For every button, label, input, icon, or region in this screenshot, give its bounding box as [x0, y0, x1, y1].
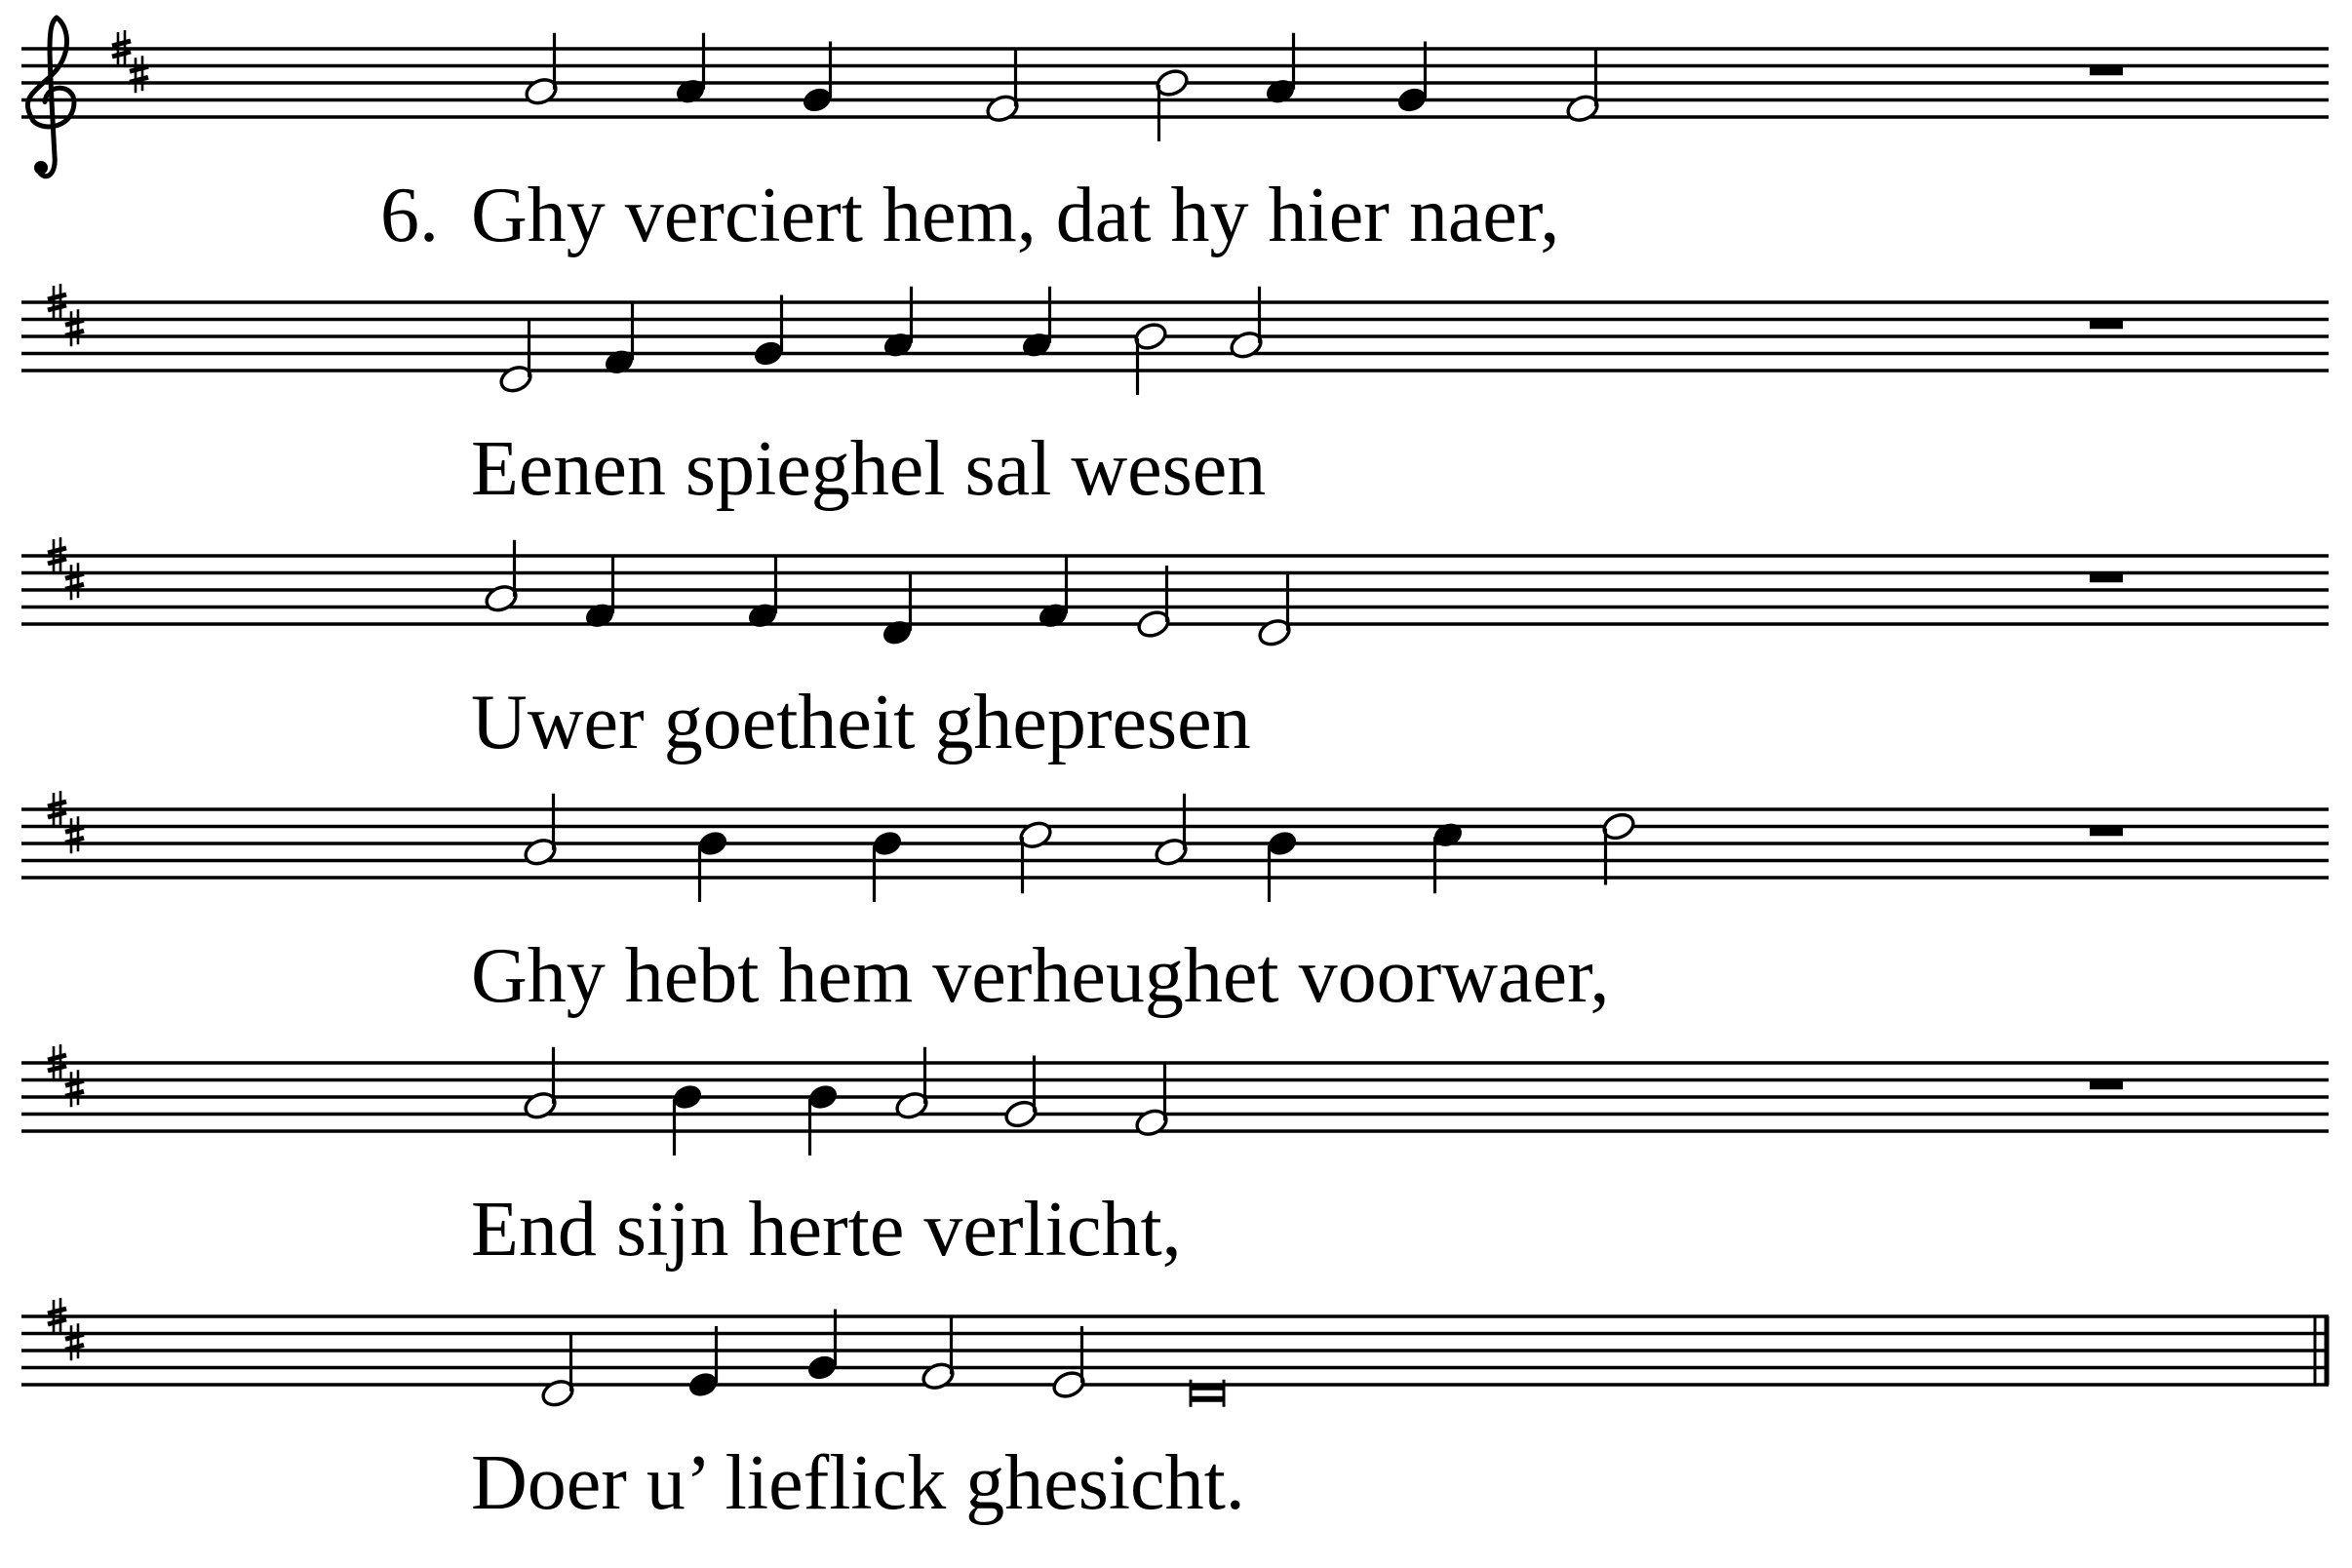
note: [686, 1326, 720, 1399]
rest-icon: [2090, 573, 2123, 583]
note: [1564, 50, 1600, 124]
note: [893, 1047, 929, 1121]
note: [674, 33, 707, 106]
rest-icon: [2090, 320, 2123, 330]
staff-system: [21, 1298, 2329, 1526]
note: [671, 1082, 704, 1156]
note: [1266, 829, 1299, 902]
lyric-line: Uwer goetheit ghepresen: [471, 680, 1251, 765]
note: [522, 794, 558, 868]
note: [1135, 566, 1171, 640]
breve-head: [1191, 1385, 1224, 1391]
sharp-stroke: [48, 1055, 66, 1060]
note: [1002, 1056, 1039, 1130]
rest-icon: [2090, 827, 2123, 837]
sharp-stroke: [48, 548, 66, 553]
note: [523, 33, 559, 107]
note: [752, 295, 785, 369]
staff-system: [21, 1044, 2329, 1273]
sharp-stroke: [48, 559, 66, 564]
lyric-line: Doer u’ lieflick ghesicht.: [471, 1440, 1245, 1526]
treble-clef-icon: [27, 18, 74, 176]
treble-clef-dot: [34, 161, 48, 175]
note: [805, 1310, 839, 1383]
note: [497, 321, 533, 395]
note: [1154, 67, 1190, 141]
note: [1431, 820, 1465, 893]
sharp-stroke: [48, 1309, 66, 1313]
lyric-line: Ghy verciert hem, dat hy hier naer,: [471, 173, 1560, 258]
note: [1017, 819, 1053, 893]
note: [1037, 557, 1070, 630]
note: [1395, 42, 1429, 115]
note: [1132, 321, 1168, 395]
sharp-stroke: [112, 41, 131, 46]
note: [1153, 794, 1189, 868]
score-systems: [21, 18, 2329, 1526]
staff-system: [21, 791, 2329, 1019]
note: [746, 557, 779, 630]
staff-system: [21, 284, 2329, 512]
note: [871, 829, 904, 902]
lyric-line: Ghy hebt hem verheughet voorwaer,: [471, 933, 1610, 1019]
sharp-stroke: [48, 812, 66, 817]
note: [483, 540, 519, 614]
note: [1020, 287, 1053, 360]
note: [920, 1317, 956, 1392]
note: [583, 557, 616, 630]
note: [603, 303, 636, 376]
sharp-stroke: [112, 52, 131, 57]
note: [1050, 1326, 1086, 1400]
note: [696, 829, 729, 902]
lyric-line: Eenen spieghel sal wesen: [471, 426, 1267, 512]
lyric-line: End sijn herte verlicht,: [471, 1187, 1182, 1273]
sharp-stroke: [48, 305, 66, 310]
breve-head: [1191, 1396, 1224, 1402]
note: [1256, 574, 1292, 648]
verse-number: 6.: [380, 173, 439, 258]
note: [806, 1082, 840, 1156]
note: [881, 574, 914, 647]
note: [539, 1335, 575, 1409]
sharp-stroke: [48, 294, 66, 299]
rest-icon: [2090, 1080, 2123, 1090]
note: [801, 42, 834, 115]
note: [1600, 810, 1636, 884]
sharp-stroke: [48, 1319, 66, 1324]
note: [984, 50, 1020, 124]
sharp-stroke: [48, 802, 66, 806]
note: [882, 287, 915, 360]
note: [522, 1047, 558, 1121]
sharp-stroke: [48, 1066, 66, 1071]
rest-icon: [2090, 66, 2123, 76]
note: [1133, 1064, 1169, 1138]
staff-system: [21, 18, 2329, 258]
note: [1264, 33, 1297, 106]
note: [1228, 287, 1264, 361]
staff-system: [21, 537, 2329, 765]
